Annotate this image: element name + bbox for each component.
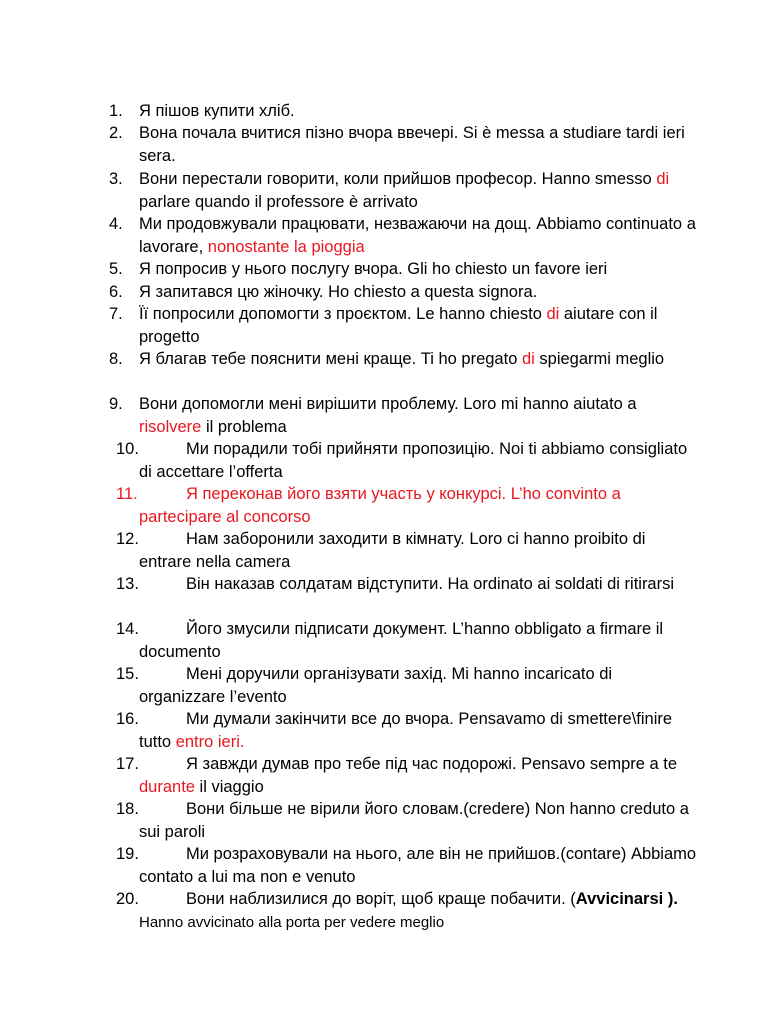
item-text: Ми порадили тобі прийняти пропозицію. Noi ti abbiamo consigliato di accettare l’offerta (139, 440, 688, 481)
item-text: Ми продовжували працювати, незважаючи на дощ. Abbiamo continuato a lavorare, (139, 215, 696, 256)
item-text: Мені доручили організувати захід. Mi hanno incaricato di organizzare l’evento (139, 665, 613, 706)
item-text: il problema (201, 417, 287, 436)
item-text: il viaggio (194, 777, 264, 796)
item-text: Я завжди думав про тебе під час подорожі. Pensavo sempre a te (186, 755, 678, 773)
list-item (109, 100, 699, 123)
item-text: Нам заборонили заходити в кімнату. Loro ci hanno proibito di entrare nella camera (139, 530, 646, 571)
item-text: Ми розраховували на нього, але він не прийшов.(contare) Abbiamo contato a lui ma non e venuto (139, 845, 697, 886)
item-text: Я переконав його взяти участь у конкурсі. L’ho convinto a partecipare al concorso (139, 485, 621, 526)
item-number: 16. (116, 710, 139, 728)
item-text: Я пішов купити хліб. (139, 102, 295, 120)
list-item (109, 281, 699, 304)
item-number: 19. (116, 845, 139, 863)
item-number: 3. (109, 170, 123, 188)
item-number: 11. (116, 485, 138, 503)
highlighted-word: durante (139, 777, 195, 796)
item-text: Я запитався цю жіночку. Ho chiesto a questa signora. (139, 283, 538, 301)
item-text: Ми думали закінчити все до вчора. Pensavamo di smettere\finire tutto (139, 710, 673, 751)
item-text: Він наказав солдатам відступити. Ha ordinato ai soldati di ritirarsi (186, 575, 675, 593)
item-number: 20. (116, 890, 139, 908)
list-item (109, 258, 699, 281)
item-text: Я благав тебе пояснити мені краще. Ti ho pregato (139, 350, 522, 368)
list-item (116, 753, 699, 798)
list-item (109, 393, 699, 438)
item-number: 10. (116, 440, 139, 458)
list-item (116, 528, 699, 573)
highlighted-word: di (546, 305, 560, 323)
item-number: 1. (109, 102, 123, 120)
item-text: parlare quando il professore è arrivato (139, 192, 418, 211)
item-text: Вони більше не вірили його словам.(credere) Non hanno creduto a sui paroli (139, 800, 689, 841)
highlighted-word: nonostante la pioggia (207, 237, 365, 256)
list-item (109, 348, 699, 371)
item-text: spiegarmi meglio (534, 350, 665, 368)
item-number: 5. (109, 260, 123, 278)
item-number: 14. (116, 620, 139, 638)
list-item (116, 708, 699, 753)
item-number: 9. (109, 395, 123, 413)
item-number: 8. (109, 350, 123, 368)
list-item-highlighted (116, 483, 699, 528)
item-text: Вона почала вчитися пізно вчора ввечері. Si è messa a studiare tardi ieri sera. (139, 124, 685, 165)
list-item (116, 888, 699, 934)
list-item (109, 168, 699, 213)
item-number: 18. (116, 800, 139, 818)
item-text: Hanno avvicinato alla porta per vedere meglio (139, 913, 445, 931)
list-item (116, 573, 699, 596)
list-item (116, 843, 699, 888)
item-number: 2. (109, 124, 123, 142)
item-number: 15. (116, 665, 139, 683)
list-item (109, 122, 699, 167)
item-number: 12. (116, 530, 139, 548)
item-number: 7. (109, 305, 123, 323)
item-text: Її попросили допомогти з проєктом. Le hanno chiesto (139, 305, 547, 323)
list-item (116, 618, 699, 663)
item-number: 4. (109, 215, 123, 233)
bold-term: Avvicinarsi ) (575, 890, 674, 908)
item-text: . (673, 890, 678, 908)
item-text: Його змусили підписати документ. L’hanno obbligato a firmare il documento (139, 620, 664, 661)
list-item (109, 303, 699, 348)
item-text: Вони наблизилися до воріт, щоб краще побачити. ( (186, 890, 576, 908)
highlighted-word: di (521, 350, 535, 368)
list-item (116, 798, 699, 843)
item-text: Вони допомогли мені вирішити проблему. Loro mi hanno aiutato a (139, 395, 637, 413)
item-text: Вони перестали говорити, коли прийшов професор. Hanno smesso (139, 170, 657, 188)
item-number: 6. (109, 283, 123, 301)
highlighted-word: risolvere (139, 417, 202, 436)
list-item (109, 213, 699, 258)
item-number: 13. (116, 575, 139, 593)
item-number: 17. (116, 755, 139, 773)
highlighted-word: di (656, 170, 670, 188)
item-text: Я попросив у нього послугу вчора. Gli ho chiesto un favore ieri (139, 260, 608, 278)
list-item (116, 663, 699, 708)
item-text: aiutare con il progetto (139, 305, 658, 346)
highlighted-word: entro ieri. (175, 732, 245, 751)
list-item (116, 438, 699, 483)
